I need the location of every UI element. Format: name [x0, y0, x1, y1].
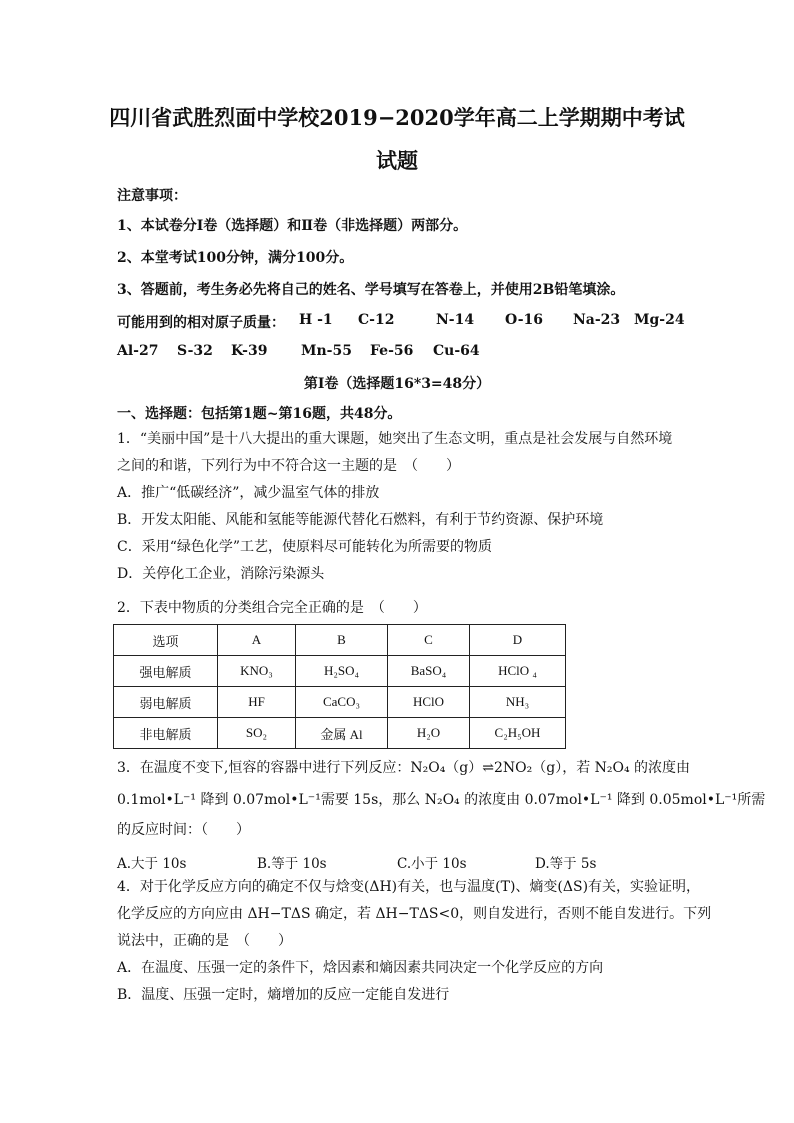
- table-cell: H₂SO₄: [296, 656, 388, 687]
- q1-option-d: D．关停化工企业，消除污染源头: [117, 566, 325, 582]
- table-header-cell: A: [218, 625, 296, 656]
- table-cell: BaSO₄: [388, 656, 470, 687]
- q1-stem-line-2: 之间的和谐，下列行为中不符合这一主题的是 （ ）: [117, 458, 460, 474]
- exam-title-line-1: 四川省武胜烈面中学校2019−2020学年高二上学期期中考试: [109, 105, 685, 130]
- table-header-cell: C: [388, 625, 470, 656]
- part-1-heading: 第Ⅰ卷（选择题16*3=48分）: [303, 376, 491, 392]
- atomic-mass-cu: Cu-64: [433, 343, 480, 359]
- table-cell: KNO₃: [218, 656, 296, 687]
- q4-option-a: A．在温度、压强一定的条件下，焓因素和熵因素共同决定一个化学反应的方向: [117, 960, 604, 976]
- section-1-heading: 一、选择题：包括第1题~第16题，共48分。: [117, 406, 402, 422]
- table-cell: CaCO₃: [296, 687, 388, 718]
- q2-stem: 2．下表中物质的分类组合完全正确的是 （ ）: [117, 600, 427, 616]
- table-row-label: 非电解质: [114, 718, 218, 749]
- table-row: [114, 656, 566, 687]
- table-cell: HClO ₄: [470, 656, 566, 687]
- q4-stem-line-3: 说法中，正确的是 （ ）: [117, 933, 292, 949]
- q3-option-b: B.等于 10s: [257, 856, 327, 872]
- atomic-mass-mg: Mg-24: [634, 312, 685, 328]
- q3-stem-line-2: 0.1mol•L⁻¹ 降到 0.07mol•L⁻¹需要 15s，那么 N₂O₄ 的浓度由 0.07mol•L⁻¹ 降到 0.05mol•L⁻¹所需: [117, 792, 766, 808]
- table-cell: SO₂: [218, 718, 296, 749]
- atomic-mass-fe: Fe-56: [370, 343, 414, 359]
- q4-stem-line-2: 化学反应的方向应由 ΔH−TΔS 确定，若 ΔH−TΔS<0，则自发进行，否则不能自发进行。下列: [117, 906, 712, 922]
- table-header-row: [114, 625, 566, 656]
- table-cell: C₂H₅OH: [470, 718, 566, 749]
- atomic-mass-mn: Mn-55: [301, 343, 352, 359]
- notice-item-1: 1、本试卷分Ⅰ卷（选择题）和Ⅱ卷（非选择题）两部分。: [117, 218, 468, 234]
- q3-stem-line-1: 3．在温度不变下,恒容的容器中进行下列反应：N₂O₄（g）⇌2NO₂（g），若 N₂O₄ 的浓度由: [117, 760, 691, 776]
- notice-item-2: 2、本堂考试100分钟，满分100分。: [117, 250, 354, 266]
- table-cell: HF: [218, 687, 296, 718]
- q3-option-c: C.小于 10s: [397, 856, 467, 872]
- table-header-cell: B: [296, 625, 388, 656]
- table-cell: 金属 Al: [296, 718, 388, 749]
- table-header-cell: 选项: [114, 625, 218, 656]
- q4-option-b: B．温度、压强一定时，熵增加的反应一定能自发进行: [117, 987, 450, 1003]
- table-cell: HClO: [388, 687, 470, 718]
- atomic-mass-h: H -1: [299, 312, 333, 328]
- atomic-mass-na: Na-23: [573, 312, 621, 328]
- table-row-label: 强电解质: [114, 656, 218, 687]
- q1-option-c: C．采用“绿色化学”工艺，使原料尽可能转化为所需要的物质: [117, 539, 493, 555]
- table-row: [114, 687, 566, 718]
- atomic-mass-o: O-16: [505, 312, 544, 328]
- q1-option-b: B．开发太阳能、风能和氢能等能源代替化石燃料，有利于节约资源、保护环境: [117, 512, 604, 528]
- table-row: [114, 718, 566, 749]
- atomic-mass-s: S-32: [177, 343, 213, 359]
- q3-option-a: A.大于 10s: [117, 856, 187, 872]
- atomic-masses-label: 可能用到的相对原子质量：: [117, 315, 285, 331]
- atomic-mass-al: Al-27: [117, 343, 159, 359]
- atomic-mass-k: K-39: [231, 343, 268, 359]
- notice-heading: 注意事项：: [117, 188, 187, 204]
- q3-stem-line-3: 的反应时间：（ ）: [117, 822, 250, 838]
- q4-stem-line-1: 4．对于化学反应方向的确定不仅与焓变(ΔH)有关，也与温度(T)、熵变(ΔS)有关，实验证明，: [117, 879, 701, 895]
- q1-stem-line-1: 1．“美丽中国”是十八大提出的重大课题，她突出了生态文明，重点是社会发展与自然环境: [117, 431, 673, 447]
- q1-option-a: A．推广“低碳经济”，减少温室气体的排放: [117, 485, 380, 501]
- table-row-label: 弱电解质: [114, 687, 218, 718]
- atomic-mass-c: C-12: [358, 312, 395, 328]
- table-header-cell: D: [470, 625, 566, 656]
- q3-option-d: D.等于 5s: [535, 856, 597, 872]
- exam-title-line-2: 试题: [376, 148, 418, 173]
- table-cell: NH₃: [470, 687, 566, 718]
- table-cell: H₂O: [388, 718, 470, 749]
- notice-item-3: 3、答题前，考生务必先将自己的姓名、学号填写在答卷上，并使用2B铅笔填涂。: [117, 282, 625, 298]
- classification-table: [113, 624, 566, 749]
- atomic-mass-n: N-14: [436, 312, 475, 328]
